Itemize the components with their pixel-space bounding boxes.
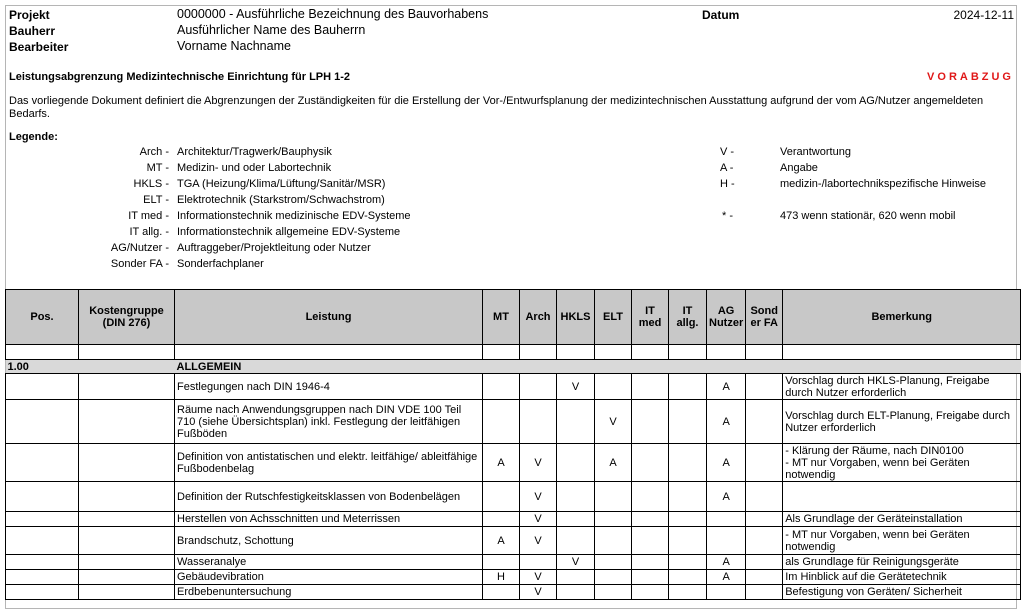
- cell-pos: [6, 555, 79, 570]
- cell-itmed: [632, 444, 669, 482]
- cell-elt: [595, 482, 632, 512]
- cell-hkls: V: [557, 374, 595, 400]
- col-mt: MT: [483, 290, 520, 345]
- table-row: [6, 374, 1021, 400]
- cell-itmed: [632, 400, 669, 444]
- cell-arch: V: [520, 527, 557, 555]
- cell-bemerkung: Vorschlag durch HKLS-Planung, Freigabe durch Nutzer erforderlich: [783, 374, 1021, 400]
- cell-leistung: Festlegungen nach DIN 1946-4: [175, 374, 483, 400]
- cell-leistung: Erdbebenuntersuchung: [175, 585, 483, 600]
- cell-itallg: [669, 570, 707, 585]
- legend-abbr: A -: [720, 162, 734, 174]
- cell-arch: [520, 555, 557, 570]
- cell-elt: [595, 570, 632, 585]
- legend-desc: Sonderfachplaner: [177, 258, 264, 270]
- legend-desc: Auftraggeber/Projektleitung oder Nutzer: [177, 242, 371, 254]
- cell-itmed: [632, 374, 669, 400]
- bearbeiter-value: Vorname Nachname: [177, 39, 291, 53]
- cell-arch: V: [520, 482, 557, 512]
- col-sonder-fa: Sond er FA: [746, 290, 783, 345]
- cell-bemerkung: - MT nur Vorgaben, wenn bei Geräten notwendig: [783, 527, 1021, 555]
- table-row: [6, 585, 1021, 600]
- cell-kostengruppe: [79, 374, 175, 400]
- cell-itmed: [632, 570, 669, 585]
- cell-itallg: [669, 527, 707, 555]
- col-it-allg: IT allg.: [669, 290, 707, 345]
- cell-kostengruppe: [79, 570, 175, 585]
- cell-kostengruppe: [79, 444, 175, 482]
- cell-ag: [707, 512, 746, 527]
- cell-mt: [483, 482, 520, 512]
- legend-abbr: Sonder FA -: [110, 258, 169, 270]
- col-hkls: HKLS: [557, 290, 595, 345]
- cell-pos: [6, 374, 79, 400]
- legend-desc: Architektur/Tragwerk/Bauphysik: [177, 146, 332, 158]
- col-leistung: Leistung: [175, 290, 483, 345]
- cell-bemerkung: Befestigung von Geräten/ Sicherheit: [783, 585, 1021, 600]
- cell-mt: [483, 374, 520, 400]
- cell-bemerkung: Im Hinblick auf die Gerätetechnik: [783, 570, 1021, 585]
- col-arch: Arch: [520, 290, 557, 345]
- cell-itallg: [669, 512, 707, 527]
- cell-leistung: Herstellen von Achsschnitten und Meterrissen: [175, 512, 483, 527]
- cell-elt: [595, 555, 632, 570]
- cell-bemerkung: [783, 482, 1021, 512]
- cell-elt: [595, 512, 632, 527]
- intro-text: Das vorliegende Dokument definiert die Abgrenzungen der Zuständigkeiten für die Erstellung der Vor-/Entwurfsplanung der medizintechnischen Ausstattung aufgrund der vom AG/Nutzer angemeldeten Bedarfs.: [9, 95, 984, 120]
- cell-sond: [746, 555, 783, 570]
- cell-leistung: Brandschutz, Schottung: [175, 527, 483, 555]
- cell-ag: A: [707, 482, 746, 512]
- cell-mt: H: [483, 570, 520, 585]
- table-row: [6, 482, 1021, 512]
- cell-ag: A: [707, 444, 746, 482]
- table-row: [6, 444, 1021, 482]
- cell-sond: [746, 570, 783, 585]
- cell-mt: [483, 555, 520, 570]
- cell-arch: V: [520, 512, 557, 527]
- col-it-med: IT med: [632, 290, 669, 345]
- legend-abbr: AG/Nutzer -: [110, 242, 169, 254]
- spacer-row: [6, 345, 1021, 360]
- cell-arch: [520, 374, 557, 400]
- cell-kostengruppe: [79, 482, 175, 512]
- cell-mt: A: [483, 444, 520, 482]
- table-row: [6, 512, 1021, 527]
- section-row: [6, 360, 1021, 374]
- cell-sond: [746, 585, 783, 600]
- table-row: [6, 570, 1021, 585]
- cell-pos: [6, 570, 79, 585]
- legend-abbr: IT allg. -: [129, 226, 169, 238]
- cell-hkls: [557, 527, 595, 555]
- cell-ag: [707, 585, 746, 600]
- cell-leistung: Räume nach Anwendungsgruppen nach DIN VDE 100 Teil 710 (siehe Übersichtsplan) inkl. Festlegung der leitfähigen Fußböden: [175, 400, 483, 444]
- cell-elt: [595, 374, 632, 400]
- legend-desc: medizin-/labortechnikspezifische Hinweise: [780, 178, 987, 190]
- cell-hkls: [557, 482, 595, 512]
- projekt-label: Projekt: [9, 8, 50, 22]
- section-label: ALLGEMEIN: [175, 360, 1021, 374]
- cell-hkls: [557, 585, 595, 600]
- col-kostengruppe: Kostengruppe (DIN 276): [79, 290, 175, 345]
- cell-bemerkung: Als Grundlage der Geräteinstallation: [783, 512, 1021, 527]
- cell-leistung: Gebäudevibration: [175, 570, 483, 585]
- cell-leistung: Definition der Rutschfestigkeitsklassen von Bodenbelägen: [175, 482, 483, 512]
- cell-sond: [746, 444, 783, 482]
- legend-abbr: HKLS -: [133, 178, 169, 190]
- cell-leistung: Definition von antistatischen und elektr. leitfähige/ ableitfähige Fußbodenbelag: [175, 444, 483, 482]
- cell-itallg: [669, 374, 707, 400]
- legend-desc: Medizin- und oder Labortechnik: [177, 162, 332, 174]
- cell-elt: [595, 527, 632, 555]
- legend-abbr: Arch -: [139, 146, 169, 158]
- cell-sond: [746, 512, 783, 527]
- col-bemerkung: Bemerkung: [783, 290, 1021, 345]
- cell-ag: A: [707, 374, 746, 400]
- cell-mt: [483, 585, 520, 600]
- col-elt: ELT: [595, 290, 632, 345]
- cell-pos: [6, 400, 79, 444]
- cell-arch: V: [520, 585, 557, 600]
- bauherr-value: Ausführlicher Name des Bauherrn: [177, 23, 366, 37]
- cell-pos: [6, 444, 79, 482]
- cell-ag: [707, 527, 746, 555]
- legend-title: Legende:: [9, 131, 58, 143]
- cell-hkls: [557, 400, 595, 444]
- cell-mt: [483, 400, 520, 444]
- cell-itallg: [669, 400, 707, 444]
- cell-itmed: [632, 527, 669, 555]
- col-ag-nutzer: AG Nutzer: [707, 290, 746, 345]
- cell-itallg: [669, 482, 707, 512]
- cell-bemerkung: Vorschlag durch ELT-Planung, Freigabe durch Nutzer erforderlich: [783, 400, 1021, 444]
- cell-itallg: [669, 444, 707, 482]
- cell-itmed: [632, 482, 669, 512]
- cell-itallg: [669, 585, 707, 600]
- cell-ag: A: [707, 570, 746, 585]
- legend-abbr: IT med -: [128, 210, 169, 222]
- cell-kostengruppe: [79, 400, 175, 444]
- legend-desc: 473 wenn stationär, 620 wenn mobil: [780, 210, 956, 222]
- legend-abbr: H -: [720, 178, 735, 190]
- cell-sond: [746, 527, 783, 555]
- table-row: [6, 527, 1021, 555]
- bauherr-label: Bauherr: [9, 24, 56, 38]
- legend-desc: Angabe: [780, 162, 818, 174]
- cell-leistung: Wasseranalye: [175, 555, 483, 570]
- cell-kostengruppe: [79, 512, 175, 527]
- legend-desc: Informationstechnik allgemeine EDV-Systeme: [177, 226, 401, 238]
- cell-bemerkung: als Grundlage für Reinigungsgeräte: [783, 555, 1021, 570]
- cell-hkls: [557, 512, 595, 527]
- col-pos: Pos.: [6, 290, 79, 345]
- legend-desc: Elektrotechnik (Starkstrom/Schwachstrom): [177, 194, 385, 206]
- cell-elt: [595, 585, 632, 600]
- legend-abbr: MT -: [146, 162, 169, 174]
- cell-arch: V: [520, 570, 557, 585]
- cell-sond: [746, 482, 783, 512]
- legend-abbr: ELT -: [143, 194, 169, 206]
- cell-pos: [6, 527, 79, 555]
- bearbeiter-label: Bearbeiter: [9, 40, 69, 54]
- draft-stamp: VORABZUG: [927, 71, 1014, 83]
- cell-pos: [6, 482, 79, 512]
- cell-mt: [483, 512, 520, 527]
- cell-mt: A: [483, 527, 520, 555]
- cell-ag: A: [707, 400, 746, 444]
- document-title: Leistungsabgrenzung Medizintechnische Einrichtung für LPH 1-2: [9, 71, 351, 83]
- cell-kostengruppe: [79, 527, 175, 555]
- cell-itmed: [632, 585, 669, 600]
- legend-desc: Informationstechnik medizinische EDV-Systeme: [177, 210, 411, 222]
- cell-bemerkung: - Klärung der Räume, nach DIN0100 - MT nur Vorgaben, wenn bei Geräten notwendig: [783, 444, 1021, 482]
- responsibility-table: [5, 289, 1021, 600]
- datum-label: Datum: [702, 8, 740, 22]
- cell-hkls: [557, 444, 595, 482]
- table-row: [6, 400, 1021, 444]
- cell-ag: A: [707, 555, 746, 570]
- cell-arch: [520, 400, 557, 444]
- cell-hkls: V: [557, 555, 595, 570]
- cell-pos: [6, 512, 79, 527]
- legend-abbr: * -: [722, 210, 733, 222]
- section-pos: 1.00: [6, 360, 79, 374]
- table-header-row: [6, 290, 1021, 345]
- legend-desc: Verantwortung: [780, 146, 851, 158]
- datum-value: 2024-12-11: [953, 8, 1014, 22]
- cell-elt: V: [595, 400, 632, 444]
- legend-desc: TGA (Heizung/Klima/Lüftung/Sanitär/MSR): [177, 178, 386, 190]
- cell-pos: [6, 585, 79, 600]
- cell-kostengruppe: [79, 555, 175, 570]
- cell-arch: V: [520, 444, 557, 482]
- cell-itallg: [669, 555, 707, 570]
- table-row: [6, 555, 1021, 570]
- cell-elt: A: [595, 444, 632, 482]
- cell-kostengruppe: [79, 585, 175, 600]
- projekt-value: 0000000 - Ausführliche Bezeichnung des Bauvorhabens: [177, 7, 489, 21]
- cell-hkls: [557, 570, 595, 585]
- legend-abbr: V -: [720, 146, 735, 158]
- cell-sond: [746, 400, 783, 444]
- cell-itmed: [632, 512, 669, 527]
- cell-itmed: [632, 555, 669, 570]
- cell-sond: [746, 374, 783, 400]
